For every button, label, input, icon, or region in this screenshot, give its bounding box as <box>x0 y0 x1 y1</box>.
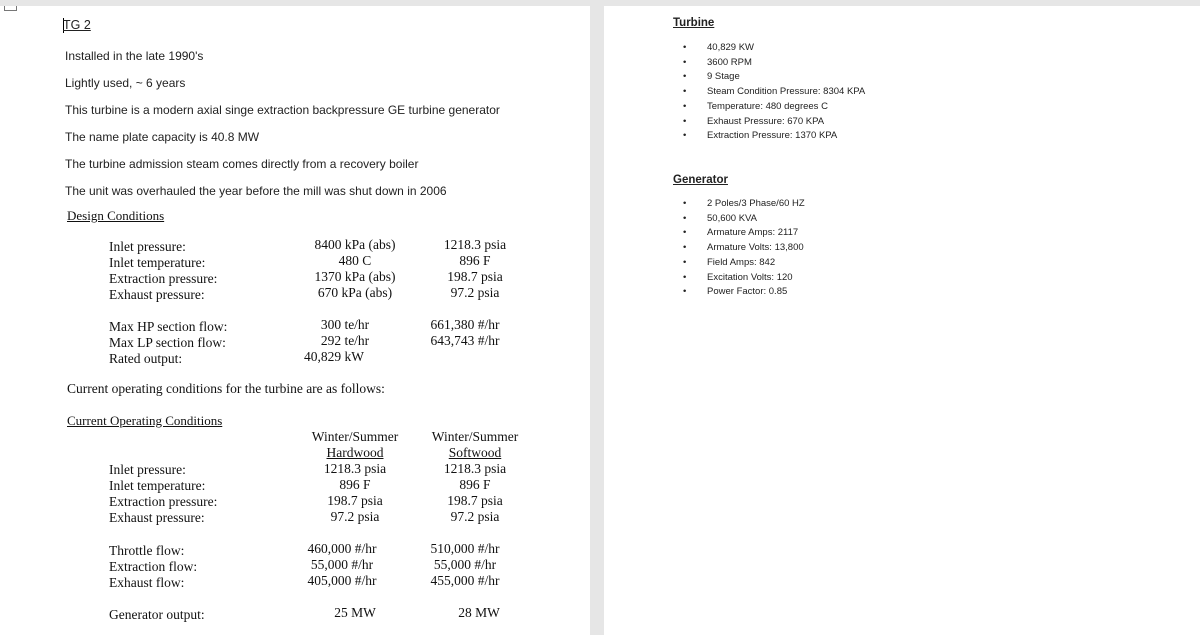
bullet-icon: • <box>683 56 687 68</box>
hardwood-flow-value: 405,000 #/hr <box>307 573 377 588</box>
design-flow-imperial: 643,743 #/hr <box>430 333 500 348</box>
bullet-icon: • <box>683 256 687 268</box>
generator-output-label: Generator output: <box>109 607 205 622</box>
list-item: • Excitation Volts: 120 <box>672 271 805 286</box>
paragraph-usage: Lightly used, ~ 6 years <box>65 76 186 90</box>
bullet-icon: • <box>683 130 687 142</box>
page-corner-mark <box>4 6 17 11</box>
current-flow-label: Throttle flow: <box>109 543 185 558</box>
design-imperial-value: 1218.3 psia <box>443 237 507 252</box>
design-label: Extraction pressure: <box>109 271 218 286</box>
list-item: • Exhaust Pressure: 670 KPA <box>672 115 865 130</box>
design-label: Inlet pressure: <box>109 239 186 254</box>
list-item: • Extraction Pressure: 1370 KPA <box>672 129 865 144</box>
softwood-value: 198.7 psia <box>447 493 503 508</box>
bullet-icon: • <box>683 242 687 254</box>
current-conditions-heading: Current Operating Conditions <box>67 413 223 428</box>
generator-spec-list <box>672 197 805 300</box>
list-item: • 50,600 KVA <box>672 212 805 227</box>
paragraph-turbine-type: This turbine is a modern axial singe extraction backpressure GE turbine generator <box>65 103 500 117</box>
paragraph-overhaul: The unit was overhauled the year before the mill was shut down in 2006 <box>65 184 447 198</box>
hardwood-value: 1218.3 psia <box>323 461 387 476</box>
design-imperial-value: 198.7 psia <box>447 269 503 284</box>
bullet-icon: • <box>683 198 687 209</box>
bullet-icon: • <box>683 286 687 298</box>
right-document-page <box>604 6 1200 635</box>
left-document-page <box>0 6 590 635</box>
list-item: • 9 Stage <box>672 70 865 85</box>
softwood-flow-value: 510,000 #/hr <box>430 541 500 556</box>
current-flow-label: Exhaust flow: <box>109 575 185 590</box>
hardwood-flow-value: 55,000 #/hr <box>310 557 374 572</box>
current-label: Exhaust pressure: <box>109 510 205 525</box>
list-item: • 2 Poles/3 Phase/60 HZ <box>672 197 805 212</box>
list-item: • Field Amps: 842 <box>672 256 805 271</box>
bullet-icon: • <box>683 227 687 239</box>
softwood-value: 1218.3 psia <box>443 461 507 476</box>
softwood-column-subheader: Softwood <box>448 445 502 460</box>
hardwood-generator-output: 25 MW <box>334 605 376 620</box>
design-label: Inlet temperature: <box>109 255 206 270</box>
current-label: Inlet pressure: <box>109 462 186 477</box>
hardwood-value: 97.2 psia <box>330 509 380 524</box>
list-item: • Armature Volts: 13,800 <box>672 241 805 256</box>
design-flow-label: Rated output: <box>109 351 183 366</box>
generator-heading: Generator <box>673 174 728 186</box>
list-item: • Power Factor: 0.85 <box>672 285 805 300</box>
softwood-value: 896 F <box>459 477 491 492</box>
softwood-flow-value: 455,000 #/hr <box>430 573 500 588</box>
hardwood-column-header: Winter/Summer <box>311 429 399 444</box>
bullet-icon: • <box>683 71 687 83</box>
softwood-column-header: Winter/Summer <box>431 429 519 444</box>
softwood-value: 97.2 psia <box>450 509 500 524</box>
current-label: Extraction pressure: <box>109 494 218 509</box>
design-conditions-heading: Design Conditions <box>67 208 165 223</box>
hardwood-value: 198.7 psia <box>327 493 383 508</box>
bullet-icon: • <box>683 86 687 98</box>
bullet-icon: • <box>683 271 687 283</box>
softwood-flow-value: 55,000 #/hr <box>433 557 497 572</box>
list-item: • 40,829 KW <box>672 41 865 56</box>
softwood-generator-output: 28 MW <box>458 605 500 620</box>
current-conditions-intro: Current operating conditions for the turbine are as follows: <box>67 381 385 396</box>
list-item: • 3600 RPM <box>672 56 865 71</box>
list-item: • Steam Condition Pressure: 8304 KPA <box>672 85 865 100</box>
paragraph-steam-source: The turbine admission steam comes directly from a recovery boiler <box>65 157 419 171</box>
list-item: • Temperature: 480 degrees C <box>672 100 865 115</box>
design-label: Exhaust pressure: <box>109 287 205 302</box>
design-flow-metric: 300 te/hr <box>320 317 370 332</box>
bullet-icon: • <box>683 100 687 112</box>
current-label: Inlet temperature: <box>109 478 206 493</box>
hardwood-value: 896 F <box>339 477 371 492</box>
design-metric-value: 670 kPa (abs) <box>317 285 393 300</box>
bullet-icon: • <box>683 115 687 127</box>
turbine-heading: Turbine <box>673 17 715 29</box>
hardwood-column-subheader: Hardwood <box>326 445 384 460</box>
hardwood-flow-value: 460,000 #/hr <box>307 541 377 556</box>
current-flow-label: Extraction flow: <box>109 559 198 574</box>
design-rated-output: 40,829 kW <box>304 349 364 364</box>
design-imperial-value: 97.2 psia <box>450 285 500 300</box>
design-flow-label: Max HP section flow: <box>109 319 228 334</box>
design-metric-value: 480 C <box>338 253 372 268</box>
design-flow-label: Max LP section flow: <box>109 335 226 350</box>
turbine-spec-list <box>672 41 865 144</box>
list-item: • Armature Amps: 2117 <box>672 226 805 241</box>
design-flow-imperial: 661,380 #/hr <box>430 317 500 332</box>
design-metric-value: 1370 kPa (abs) <box>314 269 396 284</box>
design-metric-value: 8400 kPa (abs) <box>314 237 396 252</box>
bullet-icon: • <box>683 42 687 53</box>
bullet-icon: • <box>683 212 687 224</box>
design-imperial-value: 896 F <box>459 253 491 268</box>
design-flow-metric: 292 te/hr <box>320 333 370 348</box>
paragraph-installed: Installed in the late 1990's <box>65 49 204 63</box>
paragraph-capacity: The name plate capacity is 40.8 MW <box>65 130 260 144</box>
document-title: TG 2 <box>63 18 91 32</box>
